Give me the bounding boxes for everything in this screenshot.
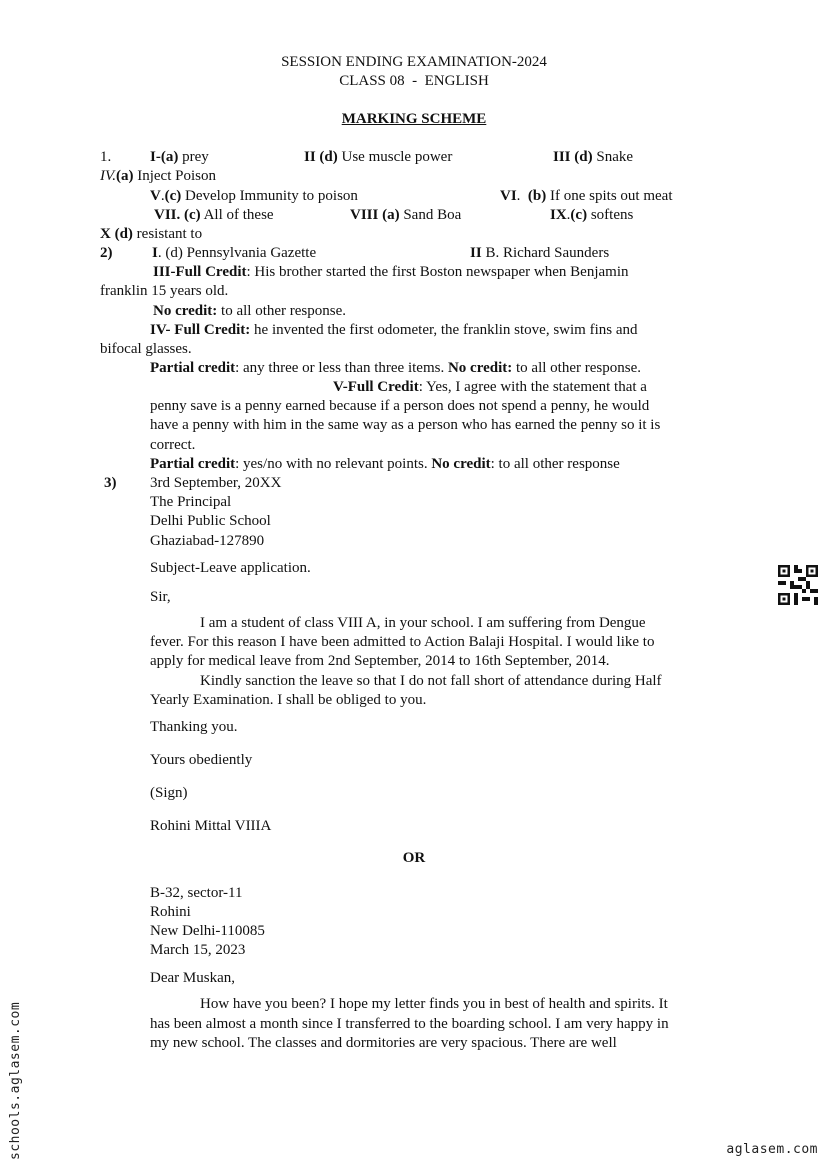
text-segment: Yours obediently — [150, 752, 253, 768]
text-segment: Thanking you. — [150, 719, 238, 735]
text-segment: softens — [587, 207, 634, 223]
text-line — [550, 206, 633, 224]
text-segment: apply for medical leave from 2nd September, 2014 to 16th September, 2014. — [150, 653, 610, 669]
text-line — [553, 148, 633, 166]
text-segment: : His brother started the first Boston newspaper when Benjamin — [246, 264, 629, 280]
bold-text: 3) — [104, 475, 117, 491]
bold-text: VII. (c) — [154, 207, 201, 223]
text-segment: Yearly Examination. I shall be obliged to you. — [150, 692, 427, 708]
text-segment: I am a student of class VIII A, in your school. I am suffering from Dengue — [200, 615, 646, 631]
watermark-vertical: schools.aglasem.com — [8, 1001, 23, 1160]
text-line — [100, 340, 192, 358]
text-segment: How have you been? I hope my letter finds you in best of health and spirits. It — [200, 996, 668, 1012]
text-segment: Snake — [592, 149, 634, 165]
text-segment: Subject-Leave application. — [150, 560, 311, 576]
bold-text: No credit — [431, 456, 491, 472]
text-segment: IV. — [100, 168, 116, 184]
text-segment: has been almost a month since I transferred to the boarding school. I am very happy in — [150, 1016, 669, 1032]
text-line — [100, 225, 202, 243]
text-line — [150, 922, 265, 940]
text-line — [470, 244, 609, 262]
bold-text: VI — [500, 188, 517, 204]
text-segment: . — [566, 207, 571, 223]
text-segment: resistant to — [132, 226, 203, 242]
text-segment: Rohini Mittal VIIIA — [150, 818, 272, 834]
text-segment: March 15, 2023 — [150, 942, 246, 958]
text-segment: fever. For this reason I have been admitted to Action Balaji Hospital. I would like to — [150, 634, 655, 650]
text-line — [150, 884, 242, 902]
text-line — [150, 474, 281, 492]
text-segment: The Principal — [150, 494, 232, 510]
text-segment: : any three or less than three items. — [235, 360, 448, 376]
text-line — [150, 784, 188, 802]
text-segment: New Delhi-110085 — [150, 923, 265, 939]
text-line — [150, 532, 264, 550]
text-segment: to all other response. — [512, 360, 641, 376]
text-segment: Rohini — [150, 904, 191, 920]
text-segment: prey — [178, 149, 209, 165]
bold-text: V — [150, 188, 161, 204]
class-subject: CLASS 08 - ENGLISH — [339, 73, 489, 89]
bold-text: Partial credit — [150, 456, 236, 472]
text-segment: Sand Boa — [399, 207, 462, 223]
bold-text: II (d) — [304, 149, 338, 165]
text-segment: : Yes, I agree with the statement that a — [418, 379, 647, 395]
text-line — [150, 397, 649, 415]
exam-title: SESSION ENDING EXAMINATION-2024 — [281, 54, 547, 70]
text-line — [153, 302, 346, 320]
text-line — [150, 751, 252, 769]
text-line — [100, 167, 216, 185]
text-segment: Delhi Public School — [150, 513, 271, 529]
bold-text: 2) — [100, 245, 113, 261]
text-line — [150, 187, 358, 205]
text-line — [200, 614, 646, 632]
text-line — [104, 474, 117, 492]
bold-text: (b) — [527, 188, 547, 204]
text-line — [150, 903, 191, 921]
bold-text: X (d) — [100, 226, 133, 242]
text-line — [500, 187, 673, 205]
text-line — [150, 691, 426, 709]
text-segment: . — [160, 188, 165, 204]
bold-text: III (d) — [553, 149, 593, 165]
text-line — [150, 652, 610, 670]
text-line — [150, 588, 171, 606]
text-line — [100, 282, 228, 300]
text-segment: (Sign) — [150, 785, 188, 801]
bold-text: I — [152, 245, 158, 261]
bold-text: (c) — [570, 207, 588, 223]
bold-text: OR — [402, 850, 426, 866]
text-line — [152, 244, 316, 262]
text-segment: penny save is a penny earned because if a person does not spend a penny, he would — [150, 398, 650, 414]
text-segment: my new school. The classes and dormitories are very spacious. There are well — [150, 1035, 617, 1051]
text-line — [150, 436, 195, 454]
text-segment: All of these — [200, 207, 274, 223]
text-line — [150, 359, 641, 377]
text-line — [333, 378, 647, 396]
text-segment: : to all other response — [490, 456, 620, 472]
watermark-footer: aglasem.com — [726, 1142, 818, 1157]
text-segment: Sir, — [150, 589, 171, 605]
text-line — [150, 416, 660, 434]
text-segment: : yes/no with no relevant points. — [235, 456, 432, 472]
text-segment: If one spits out meat — [546, 188, 673, 204]
text-line — [150, 633, 654, 651]
bold-text: VIII (a) — [350, 207, 400, 223]
text-line — [150, 1015, 669, 1033]
text-line — [150, 455, 620, 473]
bold-text: I-(a) — [150, 149, 179, 165]
text-segment: . (d) Pennsylvania Gazette — [157, 245, 317, 261]
text-line — [150, 718, 238, 736]
text-line — [200, 995, 668, 1013]
text-segment: Dear Muskan, — [150, 970, 235, 986]
text-segment: franklin 15 years old. — [100, 283, 229, 299]
text-segment: to all other response. — [217, 303, 347, 319]
text-segment: Develop Immunity to poison — [181, 188, 358, 204]
text-segment: B-32, sector-11 — [150, 885, 243, 901]
bold-text: III-Full Credit — [153, 264, 247, 280]
text-segment: B. Richard Saunders — [481, 245, 610, 261]
text-segment: Ghaziabad-127890 — [150, 533, 265, 549]
text-line — [100, 244, 113, 262]
text-line — [150, 493, 231, 511]
text-segment: 1. — [100, 149, 112, 165]
text-line — [150, 1034, 617, 1052]
text-segment: have a penny with him in the same way as a person who has earned the penny so it is — [150, 417, 661, 433]
text-line — [150, 969, 235, 987]
bold-text: (c) — [164, 188, 182, 204]
bold-text: II — [470, 245, 482, 261]
bold-text: IX — [550, 207, 567, 223]
bold-text: (a) — [115, 168, 134, 184]
text-line — [350, 206, 461, 224]
text-segment: Kindly sanction the leave so that I do not fall short of attendance during Half — [200, 673, 662, 689]
bold-text: Partial credit — [150, 360, 236, 376]
marking-scheme-heading: MARKING SCHEME — [341, 111, 487, 127]
text-segment: . — [516, 188, 528, 204]
bold-text: No credit: — [447, 360, 513, 376]
text-segment: Use muscle power — [337, 149, 453, 165]
text-segment: correct. — [150, 437, 196, 453]
text-segment: Inject Poison — [133, 168, 216, 184]
text-line — [150, 148, 209, 166]
text-line — [0, 849, 828, 867]
bold-text: No credit: — [153, 303, 218, 319]
text-line — [100, 148, 111, 166]
text-line — [153, 263, 629, 281]
text-line — [150, 559, 311, 577]
text-segment: he invented the first odometer, the franklin stove, swim fins and — [250, 322, 638, 338]
text-line — [150, 512, 271, 530]
bold-text: V-Full Credit — [333, 379, 419, 395]
text-line — [150, 817, 271, 835]
bold-text: IV- Full Credit: — [150, 322, 251, 338]
text-line — [304, 148, 452, 166]
text-segment: bifocal glasses. — [100, 341, 192, 357]
text-line — [150, 321, 638, 339]
text-line — [150, 941, 245, 959]
qr-code-icon — [778, 565, 818, 605]
text-line — [154, 206, 274, 224]
text-segment: 3rd September, 20XX — [150, 475, 282, 491]
text-line — [200, 672, 662, 690]
